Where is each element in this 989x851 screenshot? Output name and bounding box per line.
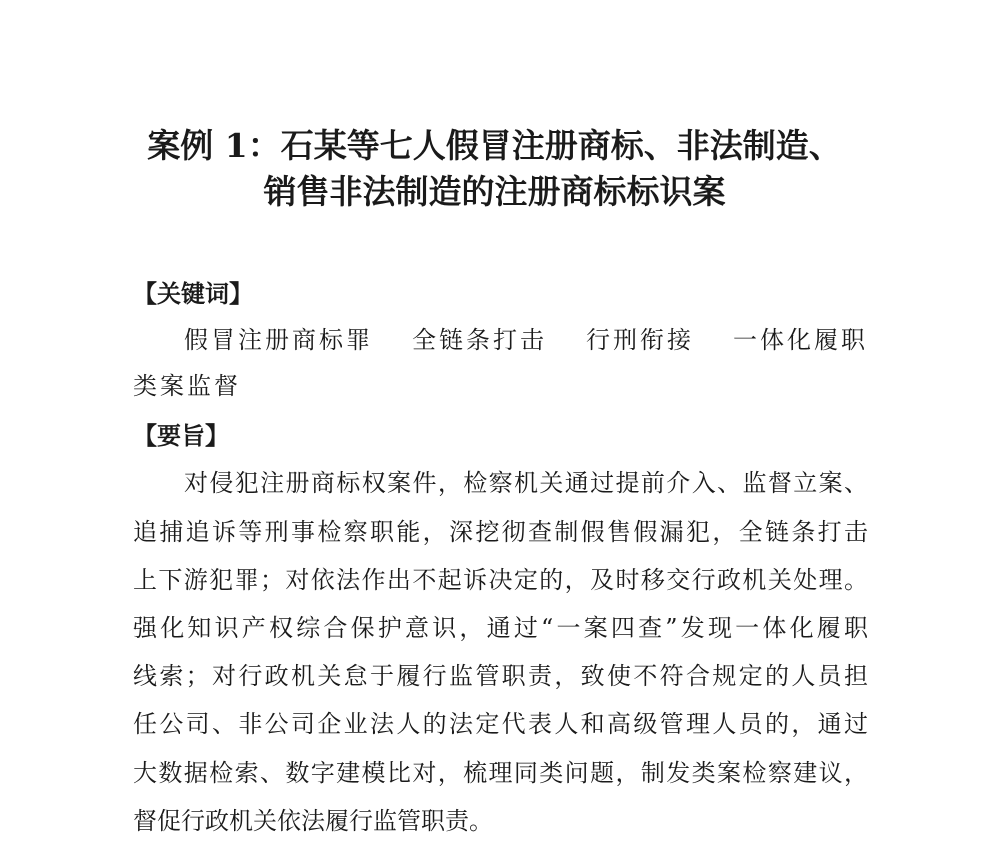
keywords-list bbox=[184, 323, 868, 357]
summary-line: 线索；对行政机关怠于履行监管职责，致使不符合规定的人员担 bbox=[133, 662, 868, 690]
summary-line: 追捕追诉等刑事检察职能，深挖彻查制假售假漏犯，全链条打击 bbox=[133, 518, 868, 546]
summary-line: 上下游犯罪；对依法作出不起诉决定的，及时移交行政机关处理。 bbox=[133, 566, 868, 594]
keyword-item: 假冒注册商标罪 bbox=[184, 326, 373, 354]
document-title-line-2: 销售非法制造的注册商标标识案 bbox=[263, 172, 726, 211]
summary-heading: 【要旨】 bbox=[133, 422, 229, 450]
keyword-item: 全链条打击 bbox=[412, 326, 547, 354]
keyword-item: 类案监督 bbox=[133, 372, 241, 400]
summary-line: 任公司、非公司企业法人的法定代表人和高级管理人员的，通过 bbox=[133, 710, 868, 738]
summary-line: 对侵犯注册商标权案件，检察机关通过提前介入、监督立案、 bbox=[184, 469, 868, 497]
keyword-item: 行刑衔接 bbox=[586, 326, 694, 354]
document-title-line-1: 案例 1：石某等七人假冒注册商标、非法制造、 bbox=[147, 126, 842, 165]
keywords-heading: 【关键词】 bbox=[133, 280, 253, 308]
summary-line: 督促行政机关依法履行监管职责。 bbox=[133, 807, 493, 835]
summary-line: 大数据检索、数字建模比对，梳理同类问题，制发类案检察建议， bbox=[133, 759, 868, 787]
summary-line: 强化知识产权综合保护意识，通过“一案四查”发现一体化履职 bbox=[133, 614, 868, 642]
keyword-item: 一体化履职 bbox=[733, 326, 868, 354]
